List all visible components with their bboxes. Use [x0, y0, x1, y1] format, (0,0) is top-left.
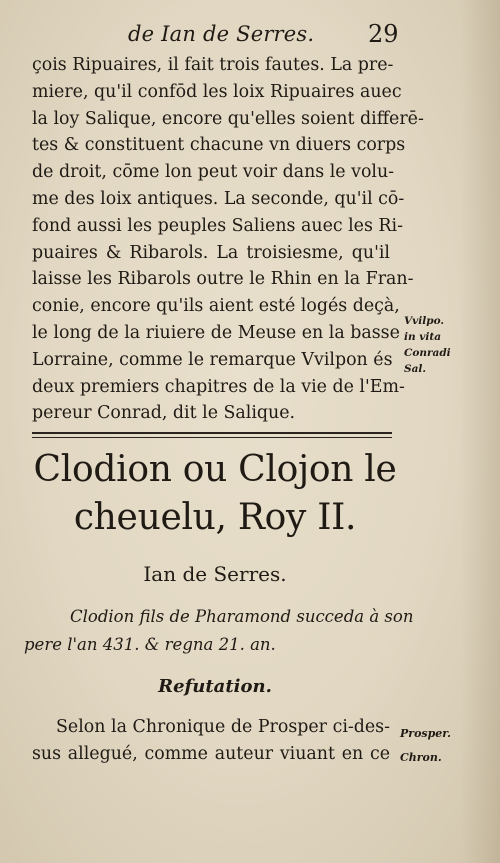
text-line: sus allegué, comme auteur viuant en ce — [32, 743, 390, 764]
chapter-title-line-2: cheuelu, Roy II. — [73, 497, 357, 538]
page-edge-shadow — [460, 0, 500, 863]
page-number: 29 — [368, 20, 399, 48]
text-line: deux premiers chapitres de la vie de l'Em- — [32, 376, 405, 397]
margin-note-line: Vvilpo. — [404, 315, 445, 327]
text-line: Selon la Chronique de Prosper ci-des- — [56, 717, 390, 737]
margin-note-line: Chron. — [400, 751, 442, 764]
summary-line-2: pere l'an 431. & regna 21. an. — [24, 635, 276, 654]
text-line: miere, qu'il confōd les loix Ripuaires auec — [32, 81, 402, 102]
text-line: conie, encore qu'ils aient esté logés deçà, — [32, 296, 400, 317]
summary-line-1: Clodion fils de Pharamond succeda à son — [70, 607, 414, 626]
text-line: Lorraine, comme le remarque Vvilpon és — [32, 349, 393, 370]
chapter-summary — [24, 603, 414, 659]
margin-note-line: in vita — [404, 331, 442, 343]
margin-note-line: Conradi — [404, 347, 451, 359]
text-line: tes & constituent chacune vn diuers corps — [32, 135, 406, 156]
margin-note-line: Prosper. — [400, 727, 451, 740]
margin-note-prosper — [400, 722, 460, 770]
text-line: de droit, cōme lon peut voir dans le volu- — [32, 162, 395, 183]
text-line: pereur Conrad, dit le Salique. — [32, 403, 296, 424]
text-line: le long de la riuiere de Meuse en la basse — [32, 322, 400, 343]
text-line: me des loix antiques. La seconde, qu'il cō- — [32, 188, 405, 209]
paragraph-2 — [32, 714, 390, 768]
text-line: puaires & Ribarols. La troisiesme, qu'il — [32, 242, 390, 263]
running-head: de Ian de Serres. — [128, 22, 315, 46]
margin-note-line: Sal. — [404, 363, 427, 375]
text-line: çois Ripuaires, il fait trois fautes. La pre- — [32, 55, 394, 75]
chapter-author: Ian de Serres. — [143, 562, 287, 586]
chapter-title-line-1: Clodion ou Clojon le — [33, 449, 397, 490]
section-rule — [32, 432, 392, 438]
refutation-heading: Refutation. — [158, 676, 272, 697]
chapter-title — [20, 446, 410, 542]
text-line: la loy Salique, encore qu'elles soient differē- — [32, 108, 424, 129]
text-line: laisse les Ribarols outre le Rhin en la Fran- — [32, 269, 414, 290]
text-line: fond aussi les peuples Saliens auec les Ri- — [32, 215, 403, 236]
margin-note-wilpo — [404, 313, 458, 377]
